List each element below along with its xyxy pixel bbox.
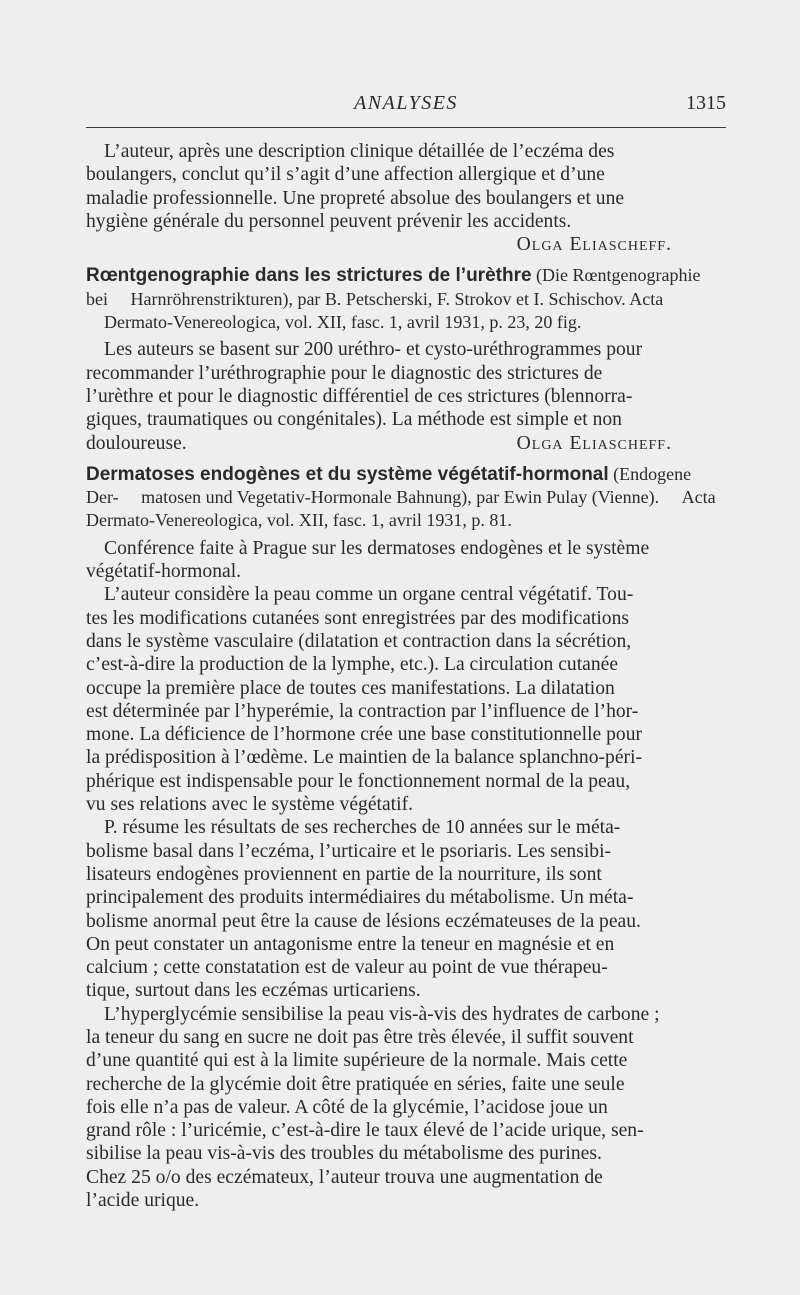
reference-text: (Die Rœntgenographie bei [86, 265, 701, 309]
text-line: fois elle n’a pas de valeur. A côté de la glycémie, l’acidose joue un [86, 1096, 608, 1118]
text-line: tique, surtout dans les eczémas urticariens. [86, 980, 421, 1002]
text-line: lisateurs endogènes proviennent en partie de la nourriture, ils sont [86, 863, 602, 885]
text-line: bolisme basal dans l’eczéma, l’urticaire et le psoriaris. Les sensibi- [86, 840, 612, 862]
text-line: l’acide urique. [86, 1190, 200, 1212]
text-line: tes les modifications cutanées sont enregistrées par des modifications [86, 607, 630, 629]
reference-line: matosen und Vegetativ-Hormonale Bahnung), par Ewin Pulay (Vienne). [141, 487, 660, 508]
text-line: sibilise la peau vis-à-vis des troubles du métabolisme des purines. [86, 1143, 602, 1165]
text-line: Chez 25 o/o des eczémateux, l’auteur trouva une augmentation de [86, 1166, 603, 1188]
text-line: Les auteurs se basent sur 200 uréthro- et cysto-uréthrogrammes pour [104, 339, 643, 361]
text-line: L’auteur considère la peau comme un organe central végétatif. Tou- [104, 584, 634, 606]
text-line: vu ses relations avec le système végétatif. [86, 794, 413, 816]
text-line: la prédisposition à l’œdème. Le maintien de la balance splanchno-péri- [86, 747, 643, 769]
reference-line: Dermato-Venereologica, vol. XII, fasc. 1, avril 1931, p. 23, 20 fig. [104, 312, 582, 333]
text-line: dans le système vasculaire (dilatation et contraction dans la sécrétion, [86, 630, 632, 652]
text-line: P. résume les résultats de ses recherches de 10 années sur le méta- [104, 817, 621, 839]
article-heading-roentgenographie [86, 264, 726, 334]
reference-line: Harnröhrenstrikturen), par B. Petscherski, F. Strokov et I. Schischov. Acta [130, 288, 664, 309]
paragraph-dermatoses [86, 537, 726, 1213]
text-line: d’une quantité qui est à la limite supérieure de la normale. Mais cette [86, 1050, 628, 1072]
author-signature: Olga Eliascheff. [516, 234, 672, 256]
text-line: mone. La déficience de l’hormone crée une base constitutionnelle pour [86, 724, 643, 746]
paragraph-bakers-eczema [86, 140, 726, 233]
text-line: l’urèthre et pour le diagnostic différentiel de ces strictures (blennorra- [86, 385, 633, 407]
text-line: occupe la première place de toutes ces manifestations. La dilatation [86, 677, 615, 699]
text-line: maladie professionnelle. Une propreté absolue des boulangers et une [86, 187, 625, 209]
text-line: L’hyperglycémie sensibilise la peau vis-à-vis des hydrates de carbone ; [104, 1003, 660, 1025]
text-line: recherche de la glycémie doit être pratiquée en séries, faite une seule [86, 1073, 625, 1095]
text-line: L’auteur, après une description clinique détaillée de l’eczéma des [104, 141, 615, 162]
text-line: la teneur du sang en sucre ne doit pas être très élevée, il suffit souvent [86, 1026, 634, 1048]
text-line: Conférence faite à Prague sur les dermatoses endogènes et le système [104, 537, 650, 559]
text-line: On peut constater un antagonisme entre la teneur en magnésie et en [86, 933, 615, 955]
running-title: ANALYSES [354, 92, 458, 114]
reference-line: Acta Dermato-Venereologica, vol. XII, fasc. 1, avril 1931, p. 81. [86, 487, 716, 531]
article-title: Dermatoses endogènes et du système végétatif-hormonal [86, 463, 609, 485]
text-line: boulangers, conclut qu’il s’agit d’une affection allergique et d’une [86, 164, 605, 186]
text-line: végétatif-hormonal. [86, 561, 242, 583]
text-line: est déterminée par l’hyperémie, la contraction par l’influence de l’hor- [86, 700, 639, 722]
running-header [86, 92, 726, 122]
article-title: Rœntgenographie dans les strictures de l’urèthre [86, 265, 532, 287]
text-line: bolisme anormal peut être la cause de lésions eczémateuses de la peau. [86, 910, 641, 932]
reference-text: (Endogene Der- [86, 463, 692, 508]
article-body [86, 140, 726, 1212]
text-line: hygiène générale du personnel peuvent prévenir les accidents. [86, 210, 572, 232]
text-line: grand rôle : l’uricémie, c’est-à-dire le taux élevé de l’acide urique, sen- [86, 1120, 644, 1142]
page-number: 1315 [686, 92, 726, 114]
article-heading-dermatoses [86, 463, 726, 533]
text-line: calcium ; cette constatation est de valeur au point de vue thérapeu- [86, 957, 608, 979]
author-signature: Olga Eliascheff. [516, 432, 672, 454]
text-line: giques, traumatiques ou congénitales). La méthode est simple et non [86, 409, 622, 431]
text-line: phérique est indispensable pour le fonctionnement normal de la peau, [86, 770, 631, 792]
text-line: recommander l’uréthrographie pour le diagnostic des strictures de [86, 362, 603, 384]
paragraph-uretrographie [86, 338, 726, 454]
text-line: principalement des produits intermédiaires du métabolisme. Un méta- [86, 887, 634, 909]
text-line: c’est-à-dire la production de la lymphe, etc.). La circulation cutanée [86, 654, 619, 676]
header-rule [86, 127, 726, 128]
text-line: douloureuse. [86, 432, 187, 454]
